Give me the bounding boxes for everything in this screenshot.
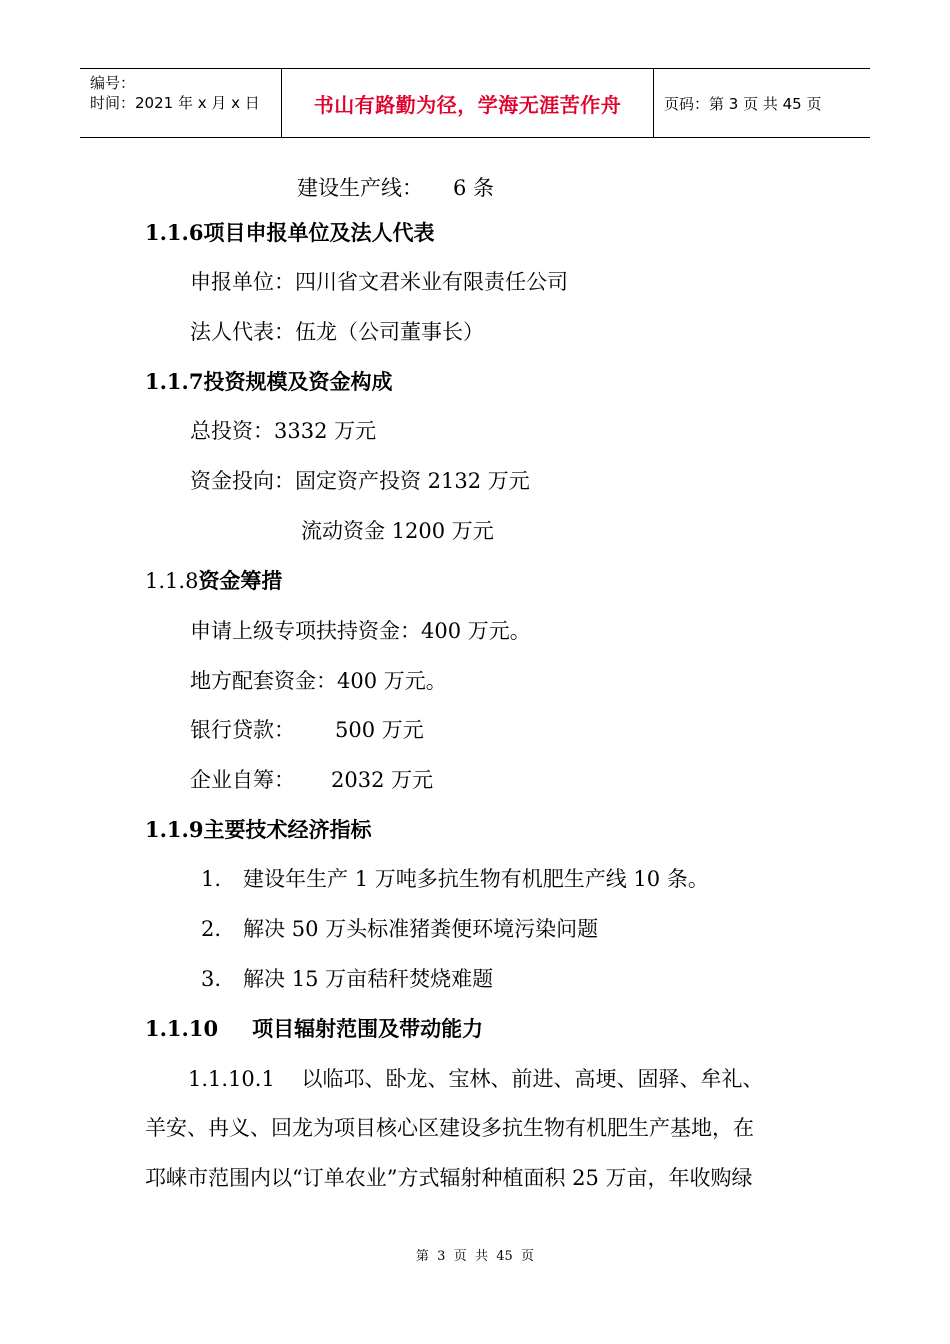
number-label: 编号： (90, 74, 136, 92)
heading-1-1-9: 1.1.9主要技术经济指标 (145, 817, 372, 842)
bank-loan-value: 500 万元 (335, 718, 424, 742)
list-item (201, 864, 709, 894)
heading-1-1-8 (145, 566, 282, 596)
fund-direction: 资金投向：固定资产投资 2132 万元 (190, 469, 530, 493)
legal-rep: 法人代表：伍龙（公司董事长） (190, 320, 484, 344)
self-raised-value: 2032 万元 (331, 768, 434, 792)
bank-loan (190, 715, 424, 745)
header-page-info (654, 69, 870, 137)
page-footer: 第 3 页 共 45 页 (415, 1249, 535, 1264)
header-meta (80, 69, 282, 137)
production-line-value: 6 条 (453, 176, 495, 200)
list-item-number: 1. (201, 867, 222, 891)
paragraph-line-1: 1.1.10.1 以临邛、卧龙、宝林、前进、高埂、固驿、牟礼、 (188, 1067, 764, 1091)
page-header (80, 68, 870, 138)
heading-1-1-6: 1.1.6项目申报单位及法人代表 (145, 220, 435, 245)
page-info: 页码：第 3 页 共 45 页 (664, 94, 822, 113)
time-label: 时间：2021 年 x 月 x 日 (90, 94, 260, 112)
list-item-number: 2. (201, 917, 222, 941)
paragraph-line-3: 邛崃市范围内以“订单农业”方式辐射种植面积 25 万亩，年收购绿 (145, 1166, 753, 1190)
paragraph-line-2: 羊安、冉义、回龙为项目核心区建设多抗生物有机肥生产基地，在 (145, 1116, 754, 1140)
motto: 书山有路勤为径，学海无涯苦作舟 (313, 92, 622, 117)
self-raised-label: 企业自筹： (190, 768, 295, 792)
heading-1-1-10-number: 1.1.10 (145, 1016, 219, 1041)
heading-1-1-8-title: 资金筹措 (198, 568, 283, 593)
heading-1-1-7: 1.1.7投资规模及资金构成 (145, 369, 393, 394)
local-match: 地方配套资金：400 万元。 (190, 669, 447, 693)
bank-loan-label: 银行贷款： (190, 718, 295, 742)
list-item-text: 建设年生产 1 万吨多抗生物有机肥生产线 10 条。 (243, 867, 709, 891)
working-capital: 流动资金 1200 万元 (301, 519, 494, 543)
heading-1-1-10 (145, 1014, 483, 1044)
self-raised (190, 765, 433, 795)
production-line (297, 173, 494, 203)
apply-special: 申请上级专项扶持资金：400 万元。 (190, 619, 531, 643)
list-item-number: 3. (201, 967, 222, 991)
header-motto-cell (282, 69, 654, 137)
total-investment: 总投资：3332 万元 (190, 419, 377, 443)
heading-1-1-8-number: 1.1.8 (145, 569, 199, 593)
list-item (201, 964, 493, 994)
production-line-label: 建设生产线： (297, 176, 423, 200)
list-item (201, 914, 598, 944)
applicant: 申报单位：四川省文君米业有限责任公司 (190, 270, 568, 294)
list-item-text: 解决 15 万亩秸秆焚烧难题 (243, 967, 494, 991)
heading-1-1-10-title: 项目辐射范围及带动能力 (252, 1016, 484, 1041)
list-item-text: 解决 50 万头标准猪粪便环境污染问题 (243, 917, 599, 941)
